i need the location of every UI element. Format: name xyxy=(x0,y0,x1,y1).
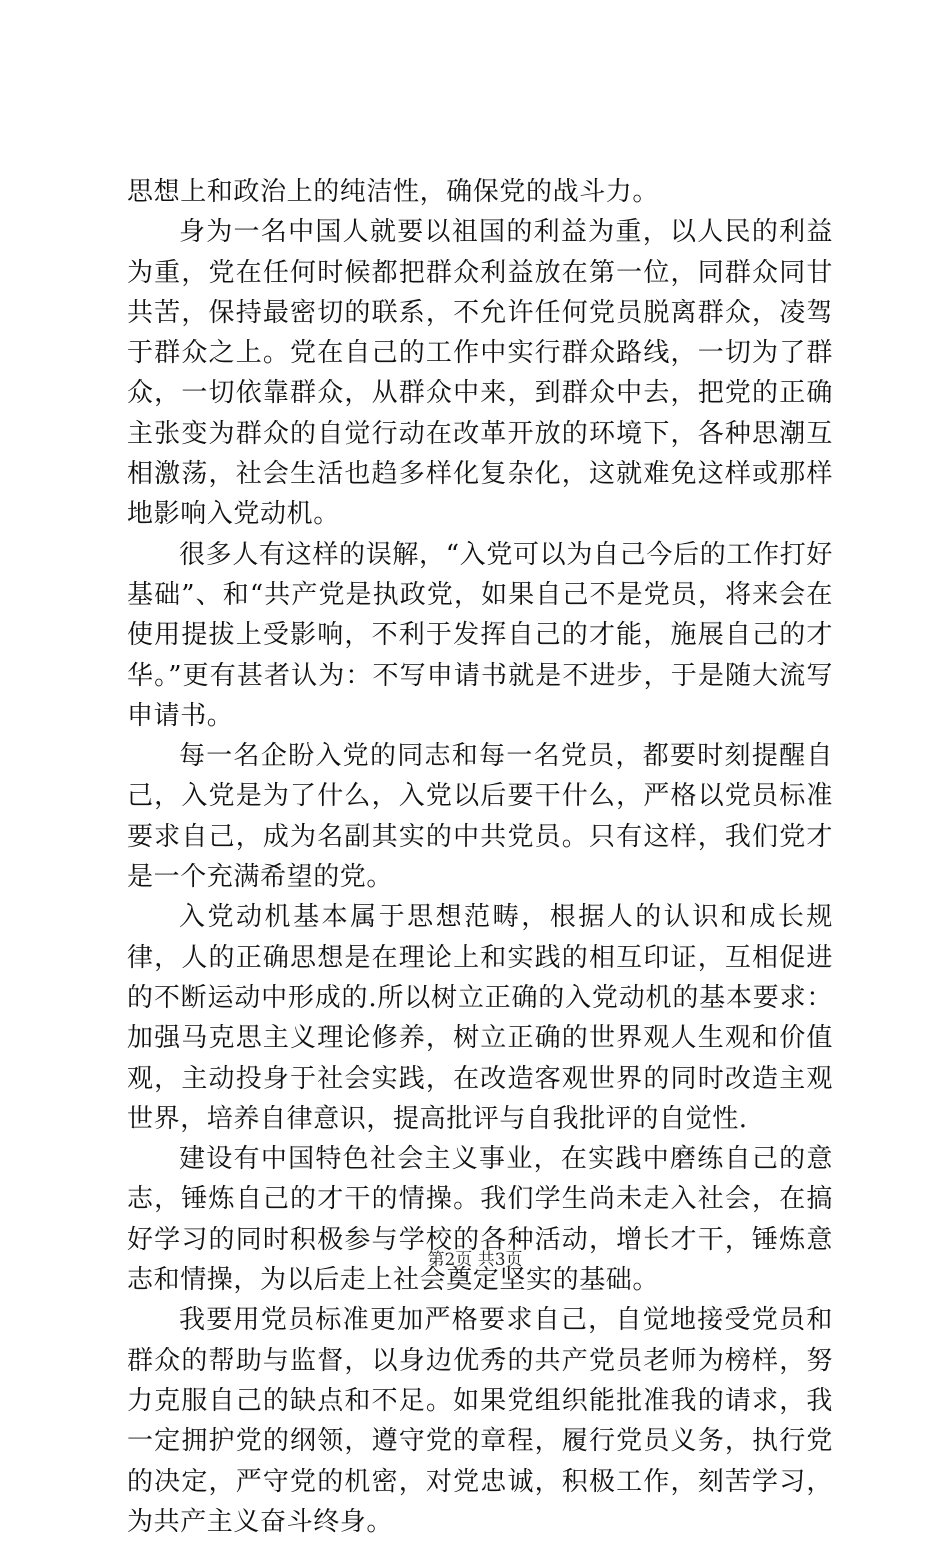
paragraph: 身为一名中国人就要以祖国的利益为重，以人民的利益为重，党在任何时候都把群众利益放在第一位，同群众同甘共苦，保持最密切的联系，不允许任何党员脱离群众，凌驾于群众之上。党在自己的工作中实行群众路线，一切为了群众，一切依靠群众，从群众中来，到群众中去，把党的正确主张变为群众的自觉行动在改革开放的环境下，各种思潮互相激荡，社会生活也趋多样化复杂化，这就难免这样或那样地影响入党动机。 xyxy=(127,217,833,530)
paragraph: 入党动机基本属于思想范畴，根据人的认识和成长规律，人的正确思想是在理论上和实践的相互印证，互相促进的不断运动中形成的.所以树立正确的入党动机的基本要求：加强马克思主义理论修养，树立正确的世界观人生观和价值观，主动投身于社会实践，在改造客观世界的同时改造主观世界，培养自律意识，提高批评与自我批评的自觉性. xyxy=(127,902,833,1134)
paragraph: 我要用党员标准更加严格要求自己，自觉地接受党员和群众的帮助与监督，以身边优秀的共产党员老师为榜样，努力克服自己的缺点和不足。如果党组织能批准我的请求，我一定拥护党的纲领，遵守党的章程，履行党员义务，执行党的决定，严守党的机密，对党忠诚，积极工作，刻苦学习，为共产主义奋斗终身。 xyxy=(127,1305,833,1537)
paragraph: 建设有中国特色社会主义事业，在实践中磨练自己的意志，锤炼自己的才干的情操。我们学生尚未走入社会，在搞好学习的同时积极参与学校的各种活动，增长才干，锤炼意志和情操，为以后走上社会奠定坚实的基础。 xyxy=(127,1144,833,1296)
paragraph-continuation: 思想上和政治上的纯洁性，确保党的战斗力。 xyxy=(127,177,660,207)
document-body xyxy=(127,172,833,1542)
page-number-footer: 第2页 共3页 xyxy=(427,1250,523,1270)
paragraph: 很多人有这样的误解，“入党可以为自己今后的工作打好基础”、和“共产党是执政党，如果自己不是党员，将来会在使用提拔上受影响，不利于发挥自己的才能，施展自己的才华。”更有甚者认为：不写申请书就是不进步，于是随大流写申请书。 xyxy=(127,539,833,731)
paragraph: 每一名企盼入党的同志和每一名党员，都要时刻提醒自己，入党是为了什么，入党以后要干什么，严格以党员标准要求自己，成为名副其实的中共党员。只有这样，我们党才是一个充满希望的党。 xyxy=(127,741,833,893)
